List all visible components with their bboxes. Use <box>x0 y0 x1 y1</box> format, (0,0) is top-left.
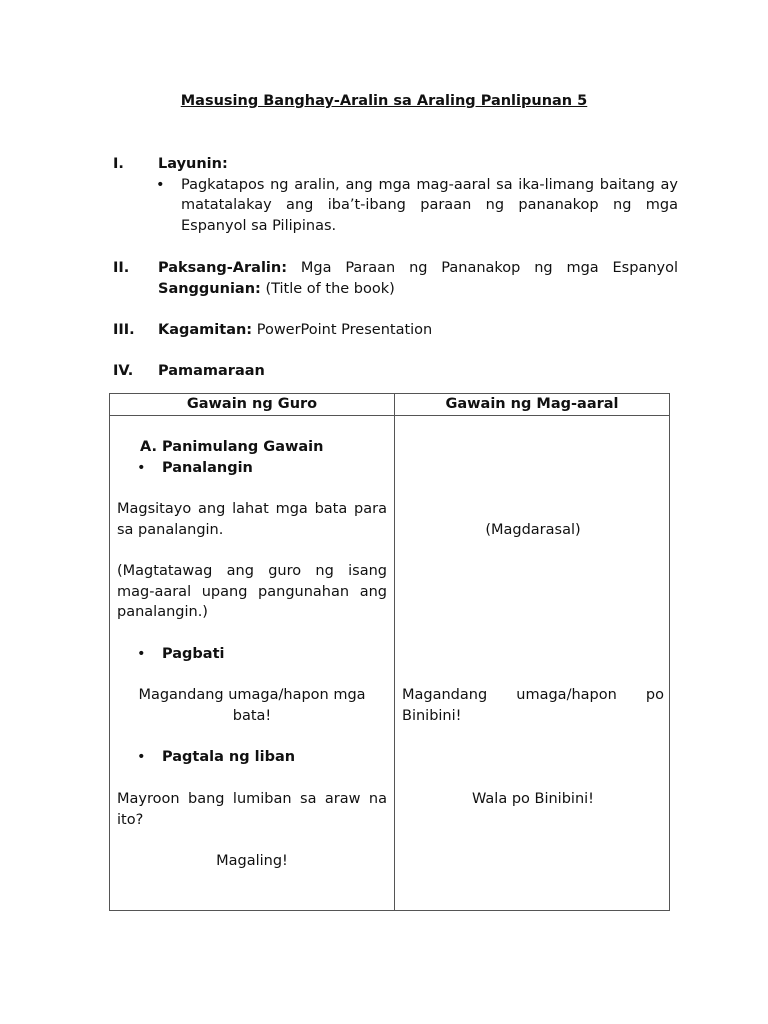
bullet-icon: • <box>156 176 165 193</box>
section-materials <box>113 320 678 341</box>
absent-question: Mayroon bang lumiban sa araw na ito? <box>117 791 387 828</box>
section-heading: Pamamaraan <box>158 363 265 379</box>
section-procedure <box>113 361 678 382</box>
student-greeting-line-2: Binibini! <box>402 708 462 724</box>
prayer-instruction: Magsitayo ang lahat mga bata para sa panalangin. <box>117 501 387 538</box>
objective-item <box>156 175 678 237</box>
student-absent-answer: Wala po Binibini! <box>472 791 594 807</box>
section-heading: Layunin: <box>158 156 228 172</box>
student-column <box>395 416 670 911</box>
procedure-table <box>109 393 670 911</box>
section-number: II. <box>113 260 130 276</box>
greeting-line-2: bata! <box>232 708 272 724</box>
subheading-panalangin: Panalangin <box>162 460 253 476</box>
document-title: Masusing Banghay-Aralin sa Araling Panlipunan 5 <box>180 93 588 109</box>
table-header-row <box>110 394 670 416</box>
materials-value: PowerPoint Presentation <box>256 322 433 338</box>
section-number: I. <box>113 156 124 172</box>
greeting-word: umaga/hapon <box>516 687 617 703</box>
bullet-icon: • <box>137 646 146 662</box>
greeting-word: po <box>645 687 664 703</box>
header-student: Gawain ng Mag-aaral <box>395 394 670 416</box>
student-greeting-line-1 <box>402 685 664 706</box>
greeting-word: Magandang <box>402 687 488 703</box>
subheading-pagbati: Pagbati <box>162 646 225 662</box>
section-topic <box>113 258 678 299</box>
section-number: IV. <box>113 363 134 379</box>
bullet-icon: • <box>137 460 146 476</box>
section-number: III. <box>113 322 135 338</box>
section-heading: Kagamitan: <box>158 322 253 338</box>
objective-text: Pagkatapos ng aralin, ang mga mag-aaral sa ika-limang baitang ay matatalakay ang iba’t-ibang paraan ng pananakop ng mga Espanyol sa Pilipinas. <box>181 176 678 235</box>
student-pray: (Magdarasal) <box>485 522 581 538</box>
section-heading: Paksang-Aralin: <box>158 260 288 276</box>
prayer-note: (Magtatawag ang guro ng isang mag-aaral upang pangunahan ang panalangin.) <box>117 563 387 621</box>
reference-value: (Title of the book) <box>265 280 395 297</box>
praise-text: Magaling! <box>216 853 288 869</box>
header-teacher: Gawain ng Guro <box>110 394 395 416</box>
section-objectives <box>113 154 678 237</box>
reference-label: Sanggunian: <box>158 280 261 297</box>
topic-text: Mga Paraan ng Pananakop ng mga Espanyol <box>300 260 678 276</box>
teacher-column <box>110 416 395 911</box>
bullet-icon: • <box>137 749 146 765</box>
table-row <box>110 416 670 911</box>
part-a-heading: A. Panimulang Gawain <box>140 439 324 455</box>
subheading-pagtala: Pagtala ng liban <box>162 749 296 765</box>
greeting-line-1: Magandang umaga/hapon mga <box>138 687 366 703</box>
